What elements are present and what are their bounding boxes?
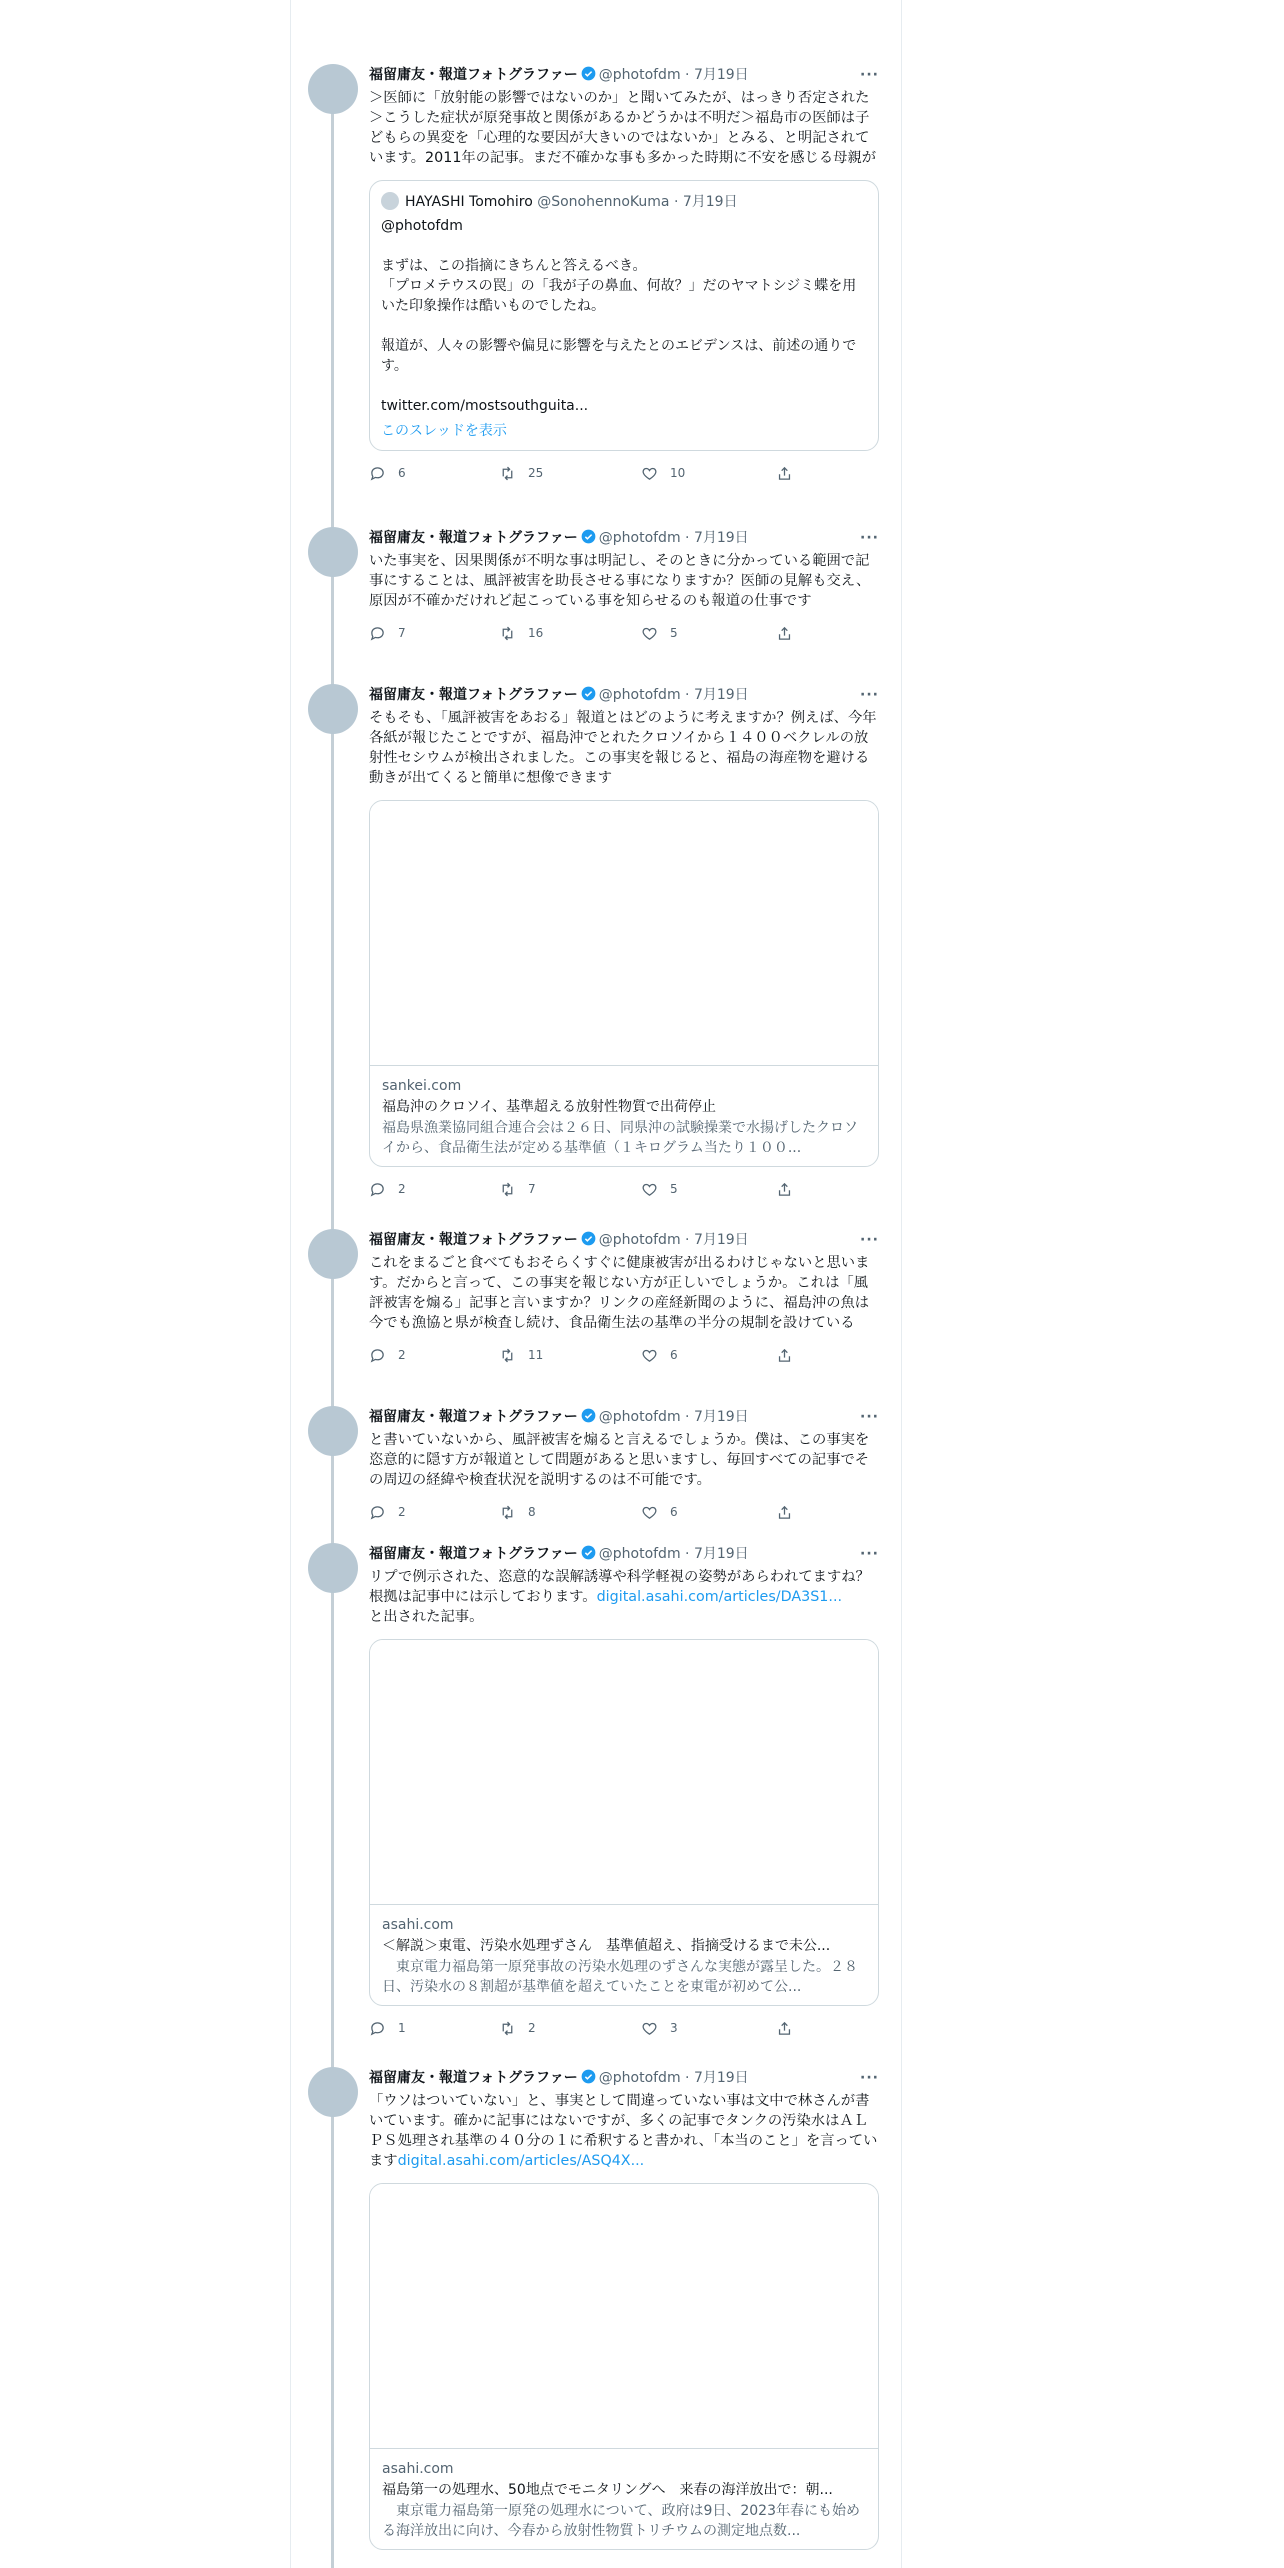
more-options-icon[interactable]: ··· <box>860 2070 879 2086</box>
like-button[interactable] <box>641 2018 678 2038</box>
more-options-icon[interactable]: ··· <box>860 530 879 546</box>
tweet-text: いた事実を、因果関係が不明な事は明記し、そのときに分かっている範囲で記事にすることは、風評被害を助長させる事になりますか？医師の見解も交え、原因が不確かだけれど起こっている事を知らせるのも報道の仕事です <box>369 553 871 609</box>
verified-badge-icon <box>581 1408 596 1423</box>
more-options-icon[interactable]: ··· <box>860 1546 879 1562</box>
tweet-header: 福留庸友・報道フォトグラファー @photofdm · 7月19日 ··· <box>369 527 879 549</box>
heart-icon <box>641 1347 658 1364</box>
tweet-header: 福留庸友・報道フォトグラファー @photofdm · 7月19日 ··· <box>369 1543 879 1565</box>
author-name[interactable]: 福留庸友・報道フォトグラファー <box>369 687 578 703</box>
share-icon <box>776 1347 793 1364</box>
avatar[interactable] <box>308 2067 358 2117</box>
tweet-actions <box>369 1502 879 1522</box>
like-button[interactable] <box>641 1502 678 1522</box>
reply-count: 2 <box>398 1182 406 1196</box>
tweet-actions <box>369 1179 879 1199</box>
author-handle[interactable]: @photofdm <box>598 1409 681 1425</box>
more-options-icon[interactable]: ··· <box>860 67 879 83</box>
link-card-title: 福島第一の処理水、50地点でモニタリングへ 来春の海洋放出で：朝... <box>382 2482 833 2498</box>
avatar[interactable] <box>308 527 358 577</box>
like-count: 5 <box>670 626 678 640</box>
share-button[interactable] <box>776 623 805 643</box>
reply-count: 1 <box>398 2021 406 2035</box>
tweet-text-part: リプで例示された、恣意的な誤解誘導や科学軽視の姿勢があらわれてますね？根拠は記事中には示しております。 <box>369 1569 870 1605</box>
tweet-header: 福留庸友・報道フォトグラファー @photofdm · 7月19日 ··· <box>369 1229 879 1251</box>
tweet-text-part: 「ウソはついていない」と、事実として間違っていない事は文中で林さんが書いています。確かに記事にはないですが、多くの記事でタンクの汚染水はＡＬＰＳ処理され基準の４０分の１に希釈すると書かれ、「本当のこと」を言っています <box>369 2093 878 2169</box>
reply-count: 2 <box>398 1348 406 1362</box>
link-card-image <box>370 2184 878 2449</box>
retweet-button[interactable] <box>499 1179 536 1199</box>
tweet-text-part: と出された記事。 <box>369 1609 484 1625</box>
link-card[interactable] <box>369 800 879 1167</box>
heart-icon <box>641 1181 658 1198</box>
reply-button[interactable] <box>369 1345 406 1365</box>
reply-button[interactable] <box>369 1179 406 1199</box>
link-card-domain: sankei.com <box>382 1078 462 1094</box>
verified-badge-icon <box>581 1231 596 1246</box>
more-options-icon[interactable]: ··· <box>860 1232 879 1248</box>
verified-badge-icon <box>581 529 596 544</box>
tweet-text: ＞医師に「放射能の影響ではないのか」と聞いてみたが、はっきり否定された＞こうした症状が原発事故と関係があるかどうかは不明だ＞福島市の医師は子どもらの異変を「心理的な要因が大きいのではないか」とみる、と明記されています。2011年の記事。まだ不確かな事も多かった時期に不安を感じる母親が <box>369 90 877 166</box>
quote-line: @photofdm <box>381 218 463 234</box>
tweet-date[interactable]: 7月19日 <box>693 1232 749 1248</box>
share-icon <box>776 1504 793 1521</box>
share-button[interactable] <box>776 1502 805 1522</box>
avatar[interactable] <box>308 64 358 114</box>
avatar[interactable] <box>308 1543 358 1593</box>
share-button[interactable] <box>776 1345 805 1365</box>
link-card-image <box>370 801 878 1066</box>
tweet-actions <box>369 623 879 643</box>
reply-button[interactable] <box>369 623 406 643</box>
heart-icon <box>641 625 658 642</box>
share-icon <box>776 2020 793 2037</box>
article-link[interactable]: digital.asahi.com/articles/DA3S1... <box>596 1589 843 1605</box>
retweet-count: 25 <box>528 466 544 480</box>
author-handle[interactable]: @photofdm <box>598 1546 681 1562</box>
share-button[interactable] <box>776 463 805 483</box>
like-count: 6 <box>670 1348 678 1362</box>
link-card-domain: asahi.com <box>382 2461 454 2477</box>
tweet-text <box>369 2091 879 2171</box>
more-options-icon[interactable]: ··· <box>860 687 879 703</box>
reply-count: 2 <box>398 1505 406 1519</box>
verified-badge-icon <box>581 686 596 701</box>
tweet-date[interactable]: 7月19日 <box>693 67 749 83</box>
author-name[interactable]: 福留庸友・報道フォトグラファー <box>369 530 578 546</box>
quoted-tweet[interactable]: HAYASHI Tomohiro @SonohennoKuma · 7月19日 @photofdm まずは、この指摘にきちんと答えるべき。 「プロメテウスの罠」の「我が子の鼻血、何故？」だのヤマトシジミ蝶を用いた印象操作は酷いものでしたね。 報道が、人々の影響や偏見に影響を与えたとのエビデンスは、前述の通りです。 twitter.com/mostsouthguita... このスレッドを表示 <box>369 180 879 451</box>
tweet-actions <box>369 463 879 483</box>
link-card-title: ＜解説＞東電、汚染水処理ずさん 基準値超え、指摘受けるまで未公... <box>382 1938 831 1954</box>
share-icon <box>776 1181 793 1198</box>
share-icon <box>776 625 793 642</box>
like-count: 5 <box>670 1182 678 1196</box>
link-card[interactable] <box>369 2183 879 2550</box>
quote-author-handle: @SonohennoKuma <box>537 194 670 210</box>
tweet-date[interactable]: 7月19日 <box>693 687 749 703</box>
link-card-description: 東京電力福島第一原発事故の汚染水処理のずさんな実態が露呈した。２８日、汚染水の８割超が基準値を超えていたことを東電が初めて公... <box>382 1959 858 1995</box>
heart-icon <box>641 2020 658 2037</box>
link-card-domain: asahi.com <box>382 1917 454 1933</box>
quote-avatar <box>381 192 399 210</box>
reply-icon <box>369 465 386 482</box>
retweet-icon <box>499 465 516 482</box>
author-name[interactable]: 福留庸友・報道フォトグラファー <box>369 1232 578 1248</box>
tweet-date[interactable]: 7月19日 <box>693 530 749 546</box>
reply-button[interactable] <box>369 463 406 483</box>
like-button[interactable] <box>641 1179 678 1199</box>
retweet-button[interactable] <box>499 2018 536 2038</box>
reply-count: 7 <box>398 626 406 640</box>
link-card-image <box>370 1640 878 1905</box>
tweet-actions <box>369 2018 879 2038</box>
retweet-count: 8 <box>528 1505 536 1519</box>
share-button[interactable] <box>776 1179 805 1199</box>
quote-blank <box>381 316 867 336</box>
tweet-text <box>369 1567 879 1627</box>
avatar[interactable] <box>308 1406 358 1456</box>
tweet-text: これをまるごと食べてもおそらくすぐに健康被害が出るわけじゃないと思います。だからと言って、この事実を報じない方が正しいでしょうか。これは「風評被害を煽る」記事と言いますか？リンクの産経新聞のように、福島沖の魚は今でも漁協と県が検査し続け、食品衛生法の基準の半分の規制を設けている <box>369 1255 870 1331</box>
tweet-header: 福留庸友・報道フォトグラファー @photofdm · 7月19日 ··· <box>369 64 879 86</box>
retweet-button[interactable] <box>499 1502 536 1522</box>
tweet-date[interactable]: 7月19日 <box>693 1546 749 1562</box>
retweet-count: 11 <box>528 1348 544 1362</box>
link-card-description: 福島県漁業協同組合連合会は２６日、同県沖の試験操業で水揚げしたクロソイから、食品衛生法が定める基準値（１キログラム当たり１００... <box>382 1120 858 1156</box>
verified-badge-icon <box>581 66 596 81</box>
author-name[interactable]: 福留庸友・報道フォトグラファー <box>369 2070 578 2086</box>
quote-line: 「プロメテウスの罠」の「我が子の鼻血、何故？」だのヤマトシジミ蝶を用いた印象操作は酷いものでしたね。 <box>381 278 857 314</box>
retweet-count: 2 <box>528 2021 536 2035</box>
retweet-count: 16 <box>528 626 544 640</box>
reply-icon <box>369 1181 386 1198</box>
tweet-date[interactable]: 7月19日 <box>693 2070 749 2086</box>
heart-icon <box>641 465 658 482</box>
reply-icon <box>369 625 386 642</box>
tweet-text: そもそも、「風評被害をあおる」報道とはどのように考えますか？例えば、今年各紙が報じたことですが、福島沖でとれたクロソイから１４００ベクレルの放射性セシウムが検出されました。この事実を報じると、福島の海産物を避ける動きが出てくると簡単に想像できます <box>369 710 877 786</box>
article-link[interactable]: digital.asahi.com/articles/ASQ4X... <box>397 2153 645 2169</box>
quote-line: twitter.com/mostsouthguita... <box>381 398 589 414</box>
retweet-icon <box>499 2020 516 2037</box>
author-handle[interactable]: @photofdm <box>598 67 681 83</box>
quote-blank <box>381 236 867 256</box>
tweet-header: 福留庸友・報道フォトグラファー @photofdm · 7月19日 ··· <box>369 684 879 706</box>
reply-icon <box>369 2020 386 2037</box>
link-card-description: 東京電力福島第一原発の処理水について、政府は9日、2023年春にも始める海洋放出に向け、今春から放射性物質トリチウムの測定地点数... <box>382 2503 860 2539</box>
like-count: 6 <box>670 1505 678 1519</box>
retweet-icon <box>499 625 516 642</box>
thread-connector-line <box>331 110 334 2568</box>
like-count: 3 <box>670 2021 678 2035</box>
link-card-title: 福島沖のクロソイ、基準超える放射性物質で出荷停止 <box>382 1099 717 1115</box>
share-button[interactable] <box>776 2018 805 2038</box>
retweet-button[interactable] <box>499 463 543 483</box>
retweet-count: 7 <box>528 1182 536 1196</box>
reply-icon <box>369 1347 386 1364</box>
author-name[interactable]: 福留庸友・報道フォトグラファー <box>369 1409 578 1425</box>
heart-icon <box>641 1504 658 1521</box>
tweet-text: と書いていないから、風評被害を煽ると言えるでしょうか。僕は、この事実を恣意的に隠す方が報道として問題があると思いますし、毎回すべての記事でその周辺の経緯や検査状況を説明するのは不可能です。 <box>369 1432 870 1488</box>
reply-button[interactable] <box>369 1502 406 1522</box>
quote-line: まずは、この指摘にきちんと答えるべき。 <box>381 258 647 274</box>
quote-blank <box>381 376 867 396</box>
like-button[interactable] <box>641 1345 678 1365</box>
like-count: 10 <box>670 466 686 480</box>
link-card[interactable] <box>369 1639 879 2006</box>
reply-count: 6 <box>398 466 406 480</box>
retweet-button[interactable] <box>499 623 543 643</box>
retweet-button[interactable] <box>499 1345 543 1365</box>
retweet-icon <box>499 1504 516 1521</box>
verified-badge-icon <box>581 2069 596 2084</box>
quote-date: 7月19日 <box>682 194 738 210</box>
retweet-icon <box>499 1181 516 1198</box>
quote-author-name: HAYASHI Tomohiro <box>405 194 533 210</box>
show-thread-link[interactable]: このスレッドを表示 <box>381 423 507 439</box>
author-handle[interactable]: @photofdm <box>598 530 681 546</box>
author-handle[interactable]: @photofdm <box>598 687 681 703</box>
reply-button[interactable] <box>369 2018 406 2038</box>
tweet-header: 福留庸友・報道フォトグラファー @photofdm · 7月19日 ··· <box>369 2067 879 2089</box>
tweet-actions <box>369 1345 879 1365</box>
tweet-date[interactable]: 7月19日 <box>693 1409 749 1425</box>
retweet-icon <box>499 1347 516 1364</box>
like-button[interactable] <box>641 623 678 643</box>
verified-badge-icon <box>581 1545 596 1560</box>
quote-line: 報道が、人々の影響や偏見に影響を与えたとのエビデンスは、前述の通りです。 <box>381 338 857 374</box>
author-handle[interactable]: @photofdm <box>598 1232 681 1248</box>
tweet-header: 福留庸友・報道フォトグラファー @photofdm · 7月19日 ··· <box>369 1406 879 1428</box>
quote-text <box>381 216 867 416</box>
author-name[interactable]: 福留庸友・報道フォトグラファー <box>369 67 578 83</box>
like-button[interactable] <box>641 463 685 483</box>
author-name[interactable]: 福留庸友・報道フォトグラファー <box>369 1546 578 1562</box>
more-options-icon[interactable]: ··· <box>860 1409 879 1425</box>
avatar[interactable] <box>308 1229 358 1279</box>
reply-icon <box>369 1504 386 1521</box>
avatar[interactable] <box>308 684 358 734</box>
author-handle[interactable]: @photofdm <box>598 2070 681 2086</box>
share-icon <box>776 465 793 482</box>
